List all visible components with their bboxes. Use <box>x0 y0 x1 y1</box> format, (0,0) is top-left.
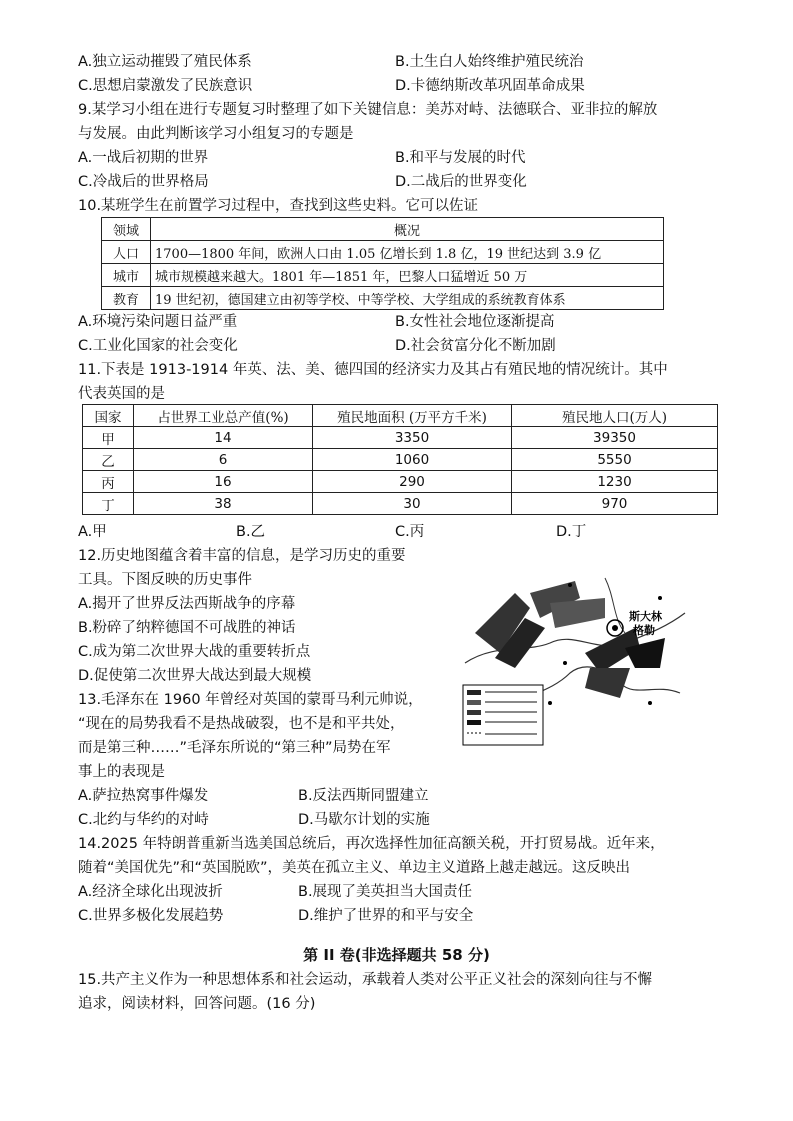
q13-stem-line3: 而是第三种……”毛泽东所说的“第三种”局势在军 <box>78 740 391 756</box>
table-cell: 乙 <box>83 449 134 471</box>
q13-stem-line1: 13.毛泽东在 1960 年曾经对英国的蒙哥马利元帅说， <box>78 692 423 708</box>
table-cell: 5550 <box>512 449 718 471</box>
q14-option-c: C.世界多极化发展趋势 <box>78 908 224 924</box>
q14-stem-line1: 14.2025 年特朗普重新当选美国总统后，再次选择性加征高额关税，开打贸易战。近年来， <box>78 836 665 852</box>
q8-option-c: C.思想启蒙激发了民族意识 <box>78 78 253 94</box>
table-header-row <box>83 405 718 427</box>
q15-stem-line1: 15.共产主义作为一种思想体系和社会运动，承载着人类对公平正义社会的深刻向往与不懈 <box>78 972 653 988</box>
table-row <box>83 471 718 493</box>
table-header-cell: 占世界工业总产值(%) <box>134 405 313 427</box>
q11-statistics-table <box>82 404 718 515</box>
map-city-label: 格勒 <box>633 624 655 637</box>
table-header-cell: 领域 <box>102 218 151 241</box>
table-row <box>83 449 718 471</box>
q12-option-c: C.成为第二次世界大战的重要转折点 <box>78 644 311 660</box>
q14-stem-line2: 随着“美国优先”和“英国脱欧”，美英在孤立主义、单边主义道路上越走越远。这反映出 <box>78 860 631 876</box>
q9-option-a: A.一战后初期的世界 <box>78 150 209 166</box>
table-header-cell: 国家 <box>83 405 134 427</box>
legend-swatch <box>467 690 481 695</box>
table-cell: 3350 <box>313 427 512 449</box>
table-header-row <box>102 218 664 241</box>
q10-option-d: D.社会贫富分化不断加剧 <box>395 338 556 354</box>
table-row <box>83 493 718 515</box>
table-cell: 1700—1800 年间，欧洲人口由 1.05 亿增长到 1.8 亿，19 世纪达到 3.9 亿 <box>151 241 664 264</box>
q8-option-d: D.卡德纳斯改革巩固革命成果 <box>395 78 585 94</box>
section-heading: 第 II 卷(非选择题共 58 分) <box>303 946 490 964</box>
q10-stem: 10.某班学生在前置学习过程中，查找到这些史料。它可以佐证 <box>78 198 479 214</box>
q9-stem-line1: 9.某学习小组在进行专题复习时整理了如下关键信息：美苏对峙、法德联合、亚非拉的解放 <box>78 102 658 118</box>
q10-source-table <box>101 217 664 310</box>
q11-stem-line1: 11.下表是 1913-1914 年英、法、美、德四国的经济实力及其占有殖民地的情况统计。其中 <box>78 362 668 378</box>
q9-option-b: B.和平与发展的时代 <box>395 150 526 166</box>
table-cell: 1060 <box>313 449 512 471</box>
q11-option-a: A.甲 <box>78 524 107 540</box>
table-cell: 970 <box>512 493 718 515</box>
table-cell: 16 <box>134 471 313 493</box>
table-cell: 14 <box>134 427 313 449</box>
q12-option-b: B.粉碎了纳粹德国不可战胜的神话 <box>78 620 296 636</box>
city-marker <box>612 625 618 631</box>
table-row <box>102 287 664 310</box>
q13-option-b: B.反法西斯同盟建立 <box>298 788 429 804</box>
table-header-cell: 殖民地面积 (万平方千米) <box>313 405 512 427</box>
table-cell: 城市规模越来越大。1801 年—1851 年，巴黎人口猛增近 50 万 <box>151 264 664 287</box>
table-cell: 城市 <box>102 264 151 287</box>
q13-option-a: A.萨拉热窝事件爆发 <box>78 788 209 804</box>
legend-swatch <box>467 710 481 715</box>
table-cell: 30 <box>313 493 512 515</box>
q10-option-b: B.女性社会地位逐渐提高 <box>395 314 555 330</box>
q11-option-b: B.乙 <box>236 524 266 540</box>
q14-option-d: D.维护了世界的和平与安全 <box>298 908 474 924</box>
table-header-cell: 殖民地人口(万人) <box>512 405 718 427</box>
map-city-label: 斯大林 <box>629 610 662 623</box>
q12-option-d: D.促使第二次世界大战达到最大规模 <box>78 668 312 684</box>
q9-option-d: D.二战后的世界变化 <box>395 174 527 190</box>
table-row <box>102 264 664 287</box>
q14-option-a: A.经济全球化出现波折 <box>78 884 223 900</box>
table-cell: 丙 <box>83 471 134 493</box>
q12-stem-line1: 12.历史地图蕴含着丰富的信息，是学习历史的重要 <box>78 548 406 564</box>
q11-option-c: C.丙 <box>395 524 425 540</box>
table-row <box>83 427 718 449</box>
q10-option-c: C.工业化国家的社会变化 <box>78 338 238 354</box>
place-marker <box>658 596 662 600</box>
q13-stem-line4: 事上的表现是 <box>78 764 165 780</box>
table-row <box>102 241 664 264</box>
table-cell: 39350 <box>512 427 718 449</box>
table-cell: 19 世纪初，德国建立由初等学校、中等学校、大学组成的系统教育体系 <box>151 287 664 310</box>
q13-option-c: C.北约与华约的对峙 <box>78 812 209 828</box>
q13-option-d: D.马歇尔计划的实施 <box>298 812 430 828</box>
q12-option-a: A.揭开了世界反法西斯战争的序幕 <box>78 596 296 612</box>
table-cell: 6 <box>134 449 313 471</box>
table-cell: 甲 <box>83 427 134 449</box>
q12-stem-line2: 工具。下图反映的历史事件 <box>78 572 252 588</box>
place-marker <box>548 701 552 705</box>
q9-option-c: C.冷战后的世界格局 <box>78 174 209 190</box>
table-cell: 教育 <box>102 287 151 310</box>
q9-stem-line2: 与发展。由此判断该学习小组复习的专题是 <box>78 126 354 142</box>
table-cell: 丁 <box>83 493 134 515</box>
table-cell: 38 <box>134 493 313 515</box>
q8-option-b: B.土生白人始终维护殖民统治 <box>395 54 584 70</box>
place-marker <box>563 661 567 665</box>
legend-swatch <box>467 700 481 705</box>
q13-stem-line2: “现在的局势我看不是热战破裂，也不是和平共处， <box>78 716 405 732</box>
q10-option-a: A.环境污染问题日益严重 <box>78 314 238 330</box>
q8-option-a: A.独立运动摧毁了殖民体系 <box>78 54 252 70</box>
table-cell: 1230 <box>512 471 718 493</box>
q15-stem-line2: 追求，阅读材料，回答问题。(16 分) <box>78 996 316 1012</box>
table-header-cell: 概况 <box>151 218 664 241</box>
table-cell: 290 <box>313 471 512 493</box>
place-marker <box>648 701 652 705</box>
q11-option-d: D.丁 <box>556 524 587 540</box>
q14-option-b: B.展现了美英担当大国责任 <box>298 884 473 900</box>
battle-map-illustration <box>455 573 690 751</box>
table-cell: 人口 <box>102 241 151 264</box>
legend-swatch <box>467 720 481 725</box>
q11-stem-line2: 代表英国的是 <box>78 386 165 402</box>
place-marker <box>568 583 572 587</box>
